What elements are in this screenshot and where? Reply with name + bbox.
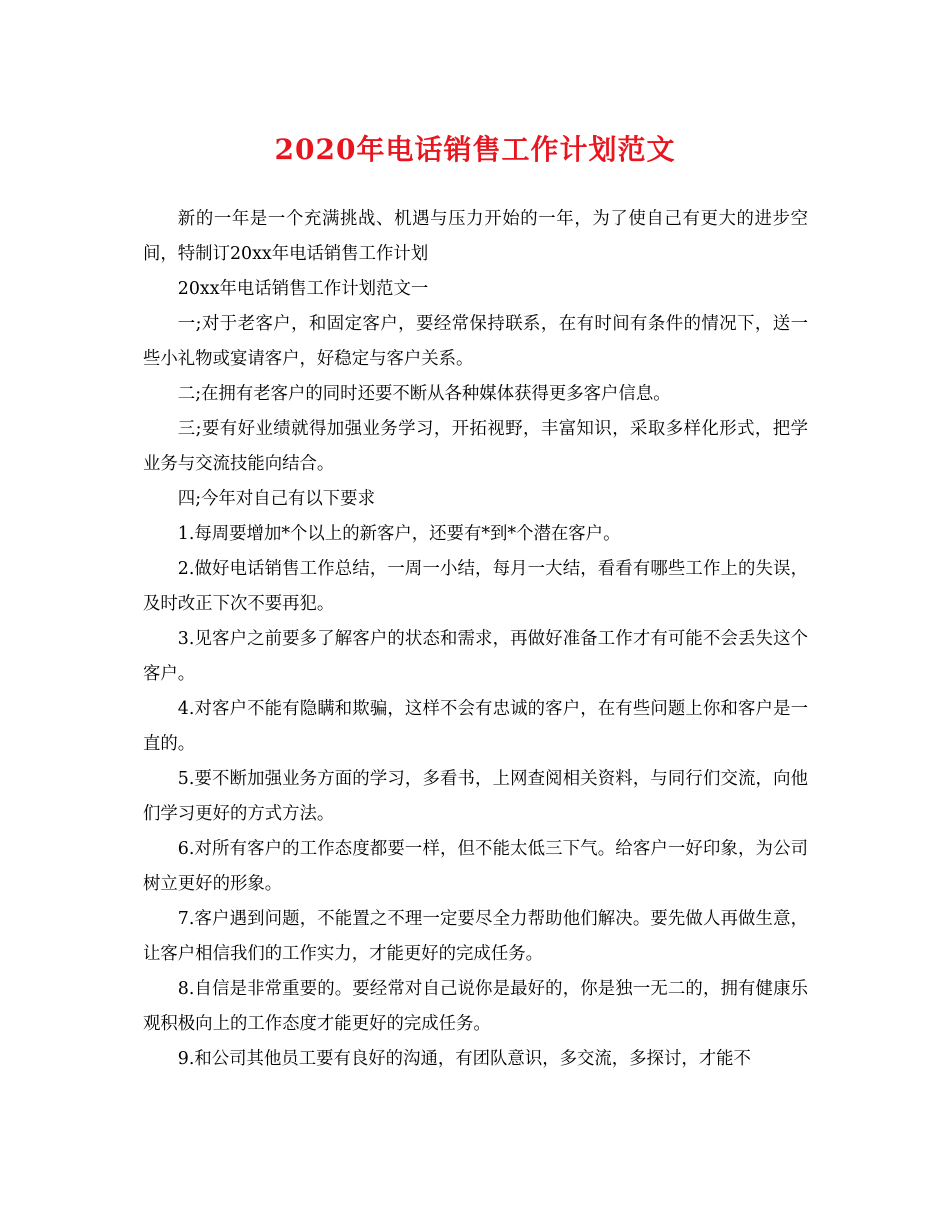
- paragraph-requirement-8: 8.自信是非常重要的。要经常对自己说你是最好的，你是独一无二的，拥有健康乐观积极向上的工作态度才能更好的完成任务。: [143, 979, 808, 1034]
- paragraph-requirement-1: 1.每周要增加*个以上的新客户，还要有*到*个潜在客户。: [177, 524, 621, 544]
- paragraph-subtitle: 20xx年电话销售工作计划范文一: [177, 279, 429, 299]
- paragraph-requirement-9: 9.和公司其他员工要有良好的沟通，有团队意识，多交流，多探讨，才能不: [177, 1049, 751, 1069]
- paragraph-requirement-6: 6.对所有客户的工作态度都要一样，但不能太低三下气。给客户一好印象，为公司树立更好的形象。: [143, 839, 808, 894]
- paragraph-requirement-3: 3.见客户之前要多了解客户的状态和需求，再做好准备工作才有可能不会丢失这个客户。: [143, 629, 808, 684]
- document-body: [143, 202, 808, 1077]
- paragraph-requirement-2: 2.做好电话销售工作总结，一周一小结，每月一大结，看看有哪些工作上的失误，及时改正下次不要再犯。: [143, 559, 808, 614]
- paragraph-item-2: 二;在拥有老客户的同时还要不断从各种媒体获得更多客户信息。: [177, 384, 671, 404]
- paragraph-requirement-7: 7.客户遇到问题，不能置之不理一定要尽全力帮助他们解决。要先做人再做生意，让客户相信我们的工作实力，才能更好的完成任务。: [143, 909, 808, 964]
- paragraph-requirement-4: 4.对客户不能有隐瞒和欺骗，这样不会有忠诚的客户，在有些问题上你和客户是一直的。: [143, 699, 808, 754]
- document-title: 2020年电话销售工作计划范文: [274, 133, 676, 166]
- paragraph-item-1: 一;对于老客户，和固定客户，要经常保持联系，在有时间有条件的情况下，送一些小礼物或宴请客户，好稳定与客户关系。: [143, 314, 808, 369]
- paragraph-requirement-5: 5.要不断加强业务方面的学习，多看书，上网查阅相关资料，与同行们交流，向他们学习更好的方式方法。: [143, 769, 808, 824]
- paragraph-item-3: 三;要有好业绩就得加强业务学习，开拓视野，丰富知识，采取多样化形式，把学业务与交流技能向结合。: [143, 419, 808, 474]
- paragraph-intro: 新的一年是一个充满挑战、机遇与压力开始的一年，为了使自己有更大的进步空间，特制订20xx年电话销售工作计划: [143, 209, 808, 264]
- paragraph-item-4: 四;今年对自己有以下要求: [177, 489, 375, 509]
